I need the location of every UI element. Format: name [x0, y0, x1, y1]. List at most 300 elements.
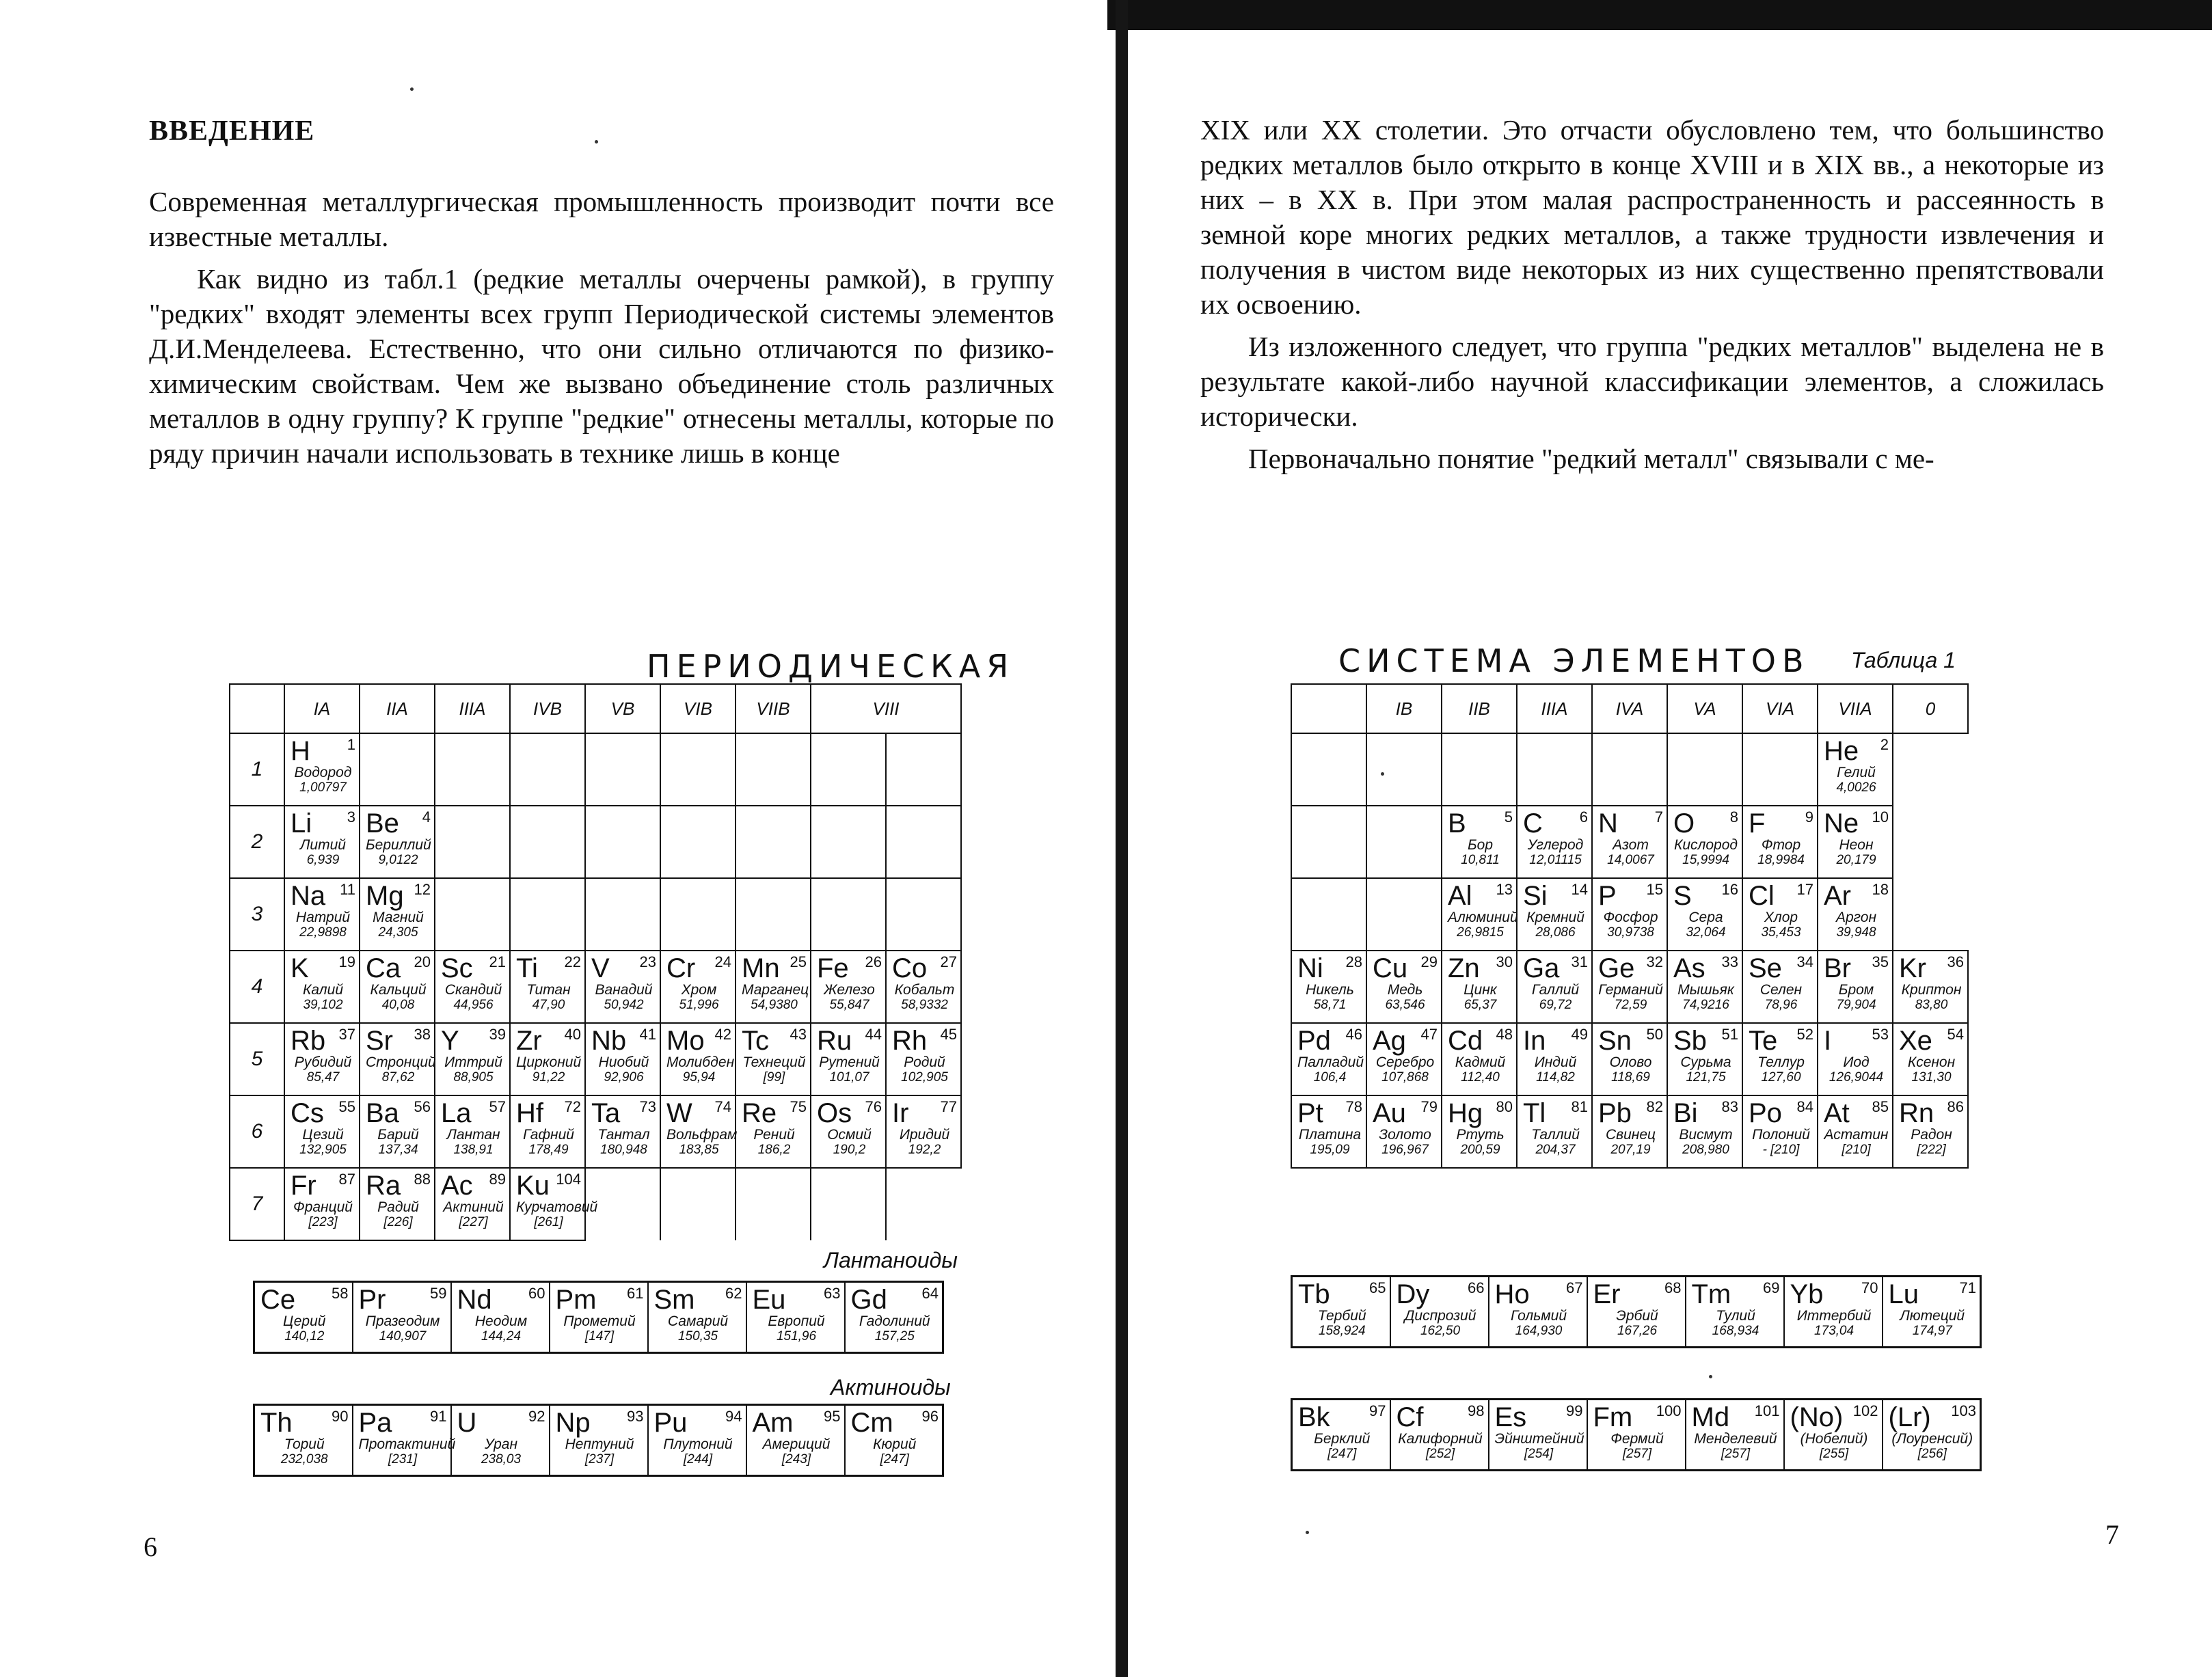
- atomic-number: 57: [489, 1098, 506, 1115]
- element-name: Водород: [294, 765, 352, 780]
- element-cell: [1818, 734, 1892, 795]
- element-name: Рутений: [819, 1054, 880, 1070]
- element-name: Америций: [762, 1436, 831, 1452]
- element-cell: [1367, 1096, 1441, 1157]
- table-header-row: [1291, 684, 1968, 733]
- atomic-mass: [257]: [1721, 1447, 1751, 1461]
- element-symbol: Re: [742, 1098, 777, 1128]
- atomic-number: 99: [1566, 1402, 1583, 1419]
- element-name: Хром: [681, 982, 717, 998]
- atomic-mass: 107,868: [1381, 1070, 1429, 1085]
- element-name: Технеций: [742, 1054, 806, 1070]
- table-cell: [1742, 1095, 1818, 1168]
- atomic-number: 44: [865, 1026, 882, 1043]
- element-cell: [550, 1283, 647, 1344]
- atomic-mass: 157,25: [874, 1329, 915, 1344]
- element-top-row: [817, 1099, 882, 1128]
- element-name: Висмут: [1679, 1127, 1733, 1143]
- element-symbol: Hf: [516, 1098, 543, 1128]
- group-header: IIB: [1442, 684, 1517, 733]
- atomic-mass: [247]: [880, 1452, 909, 1467]
- table-cell: [1442, 733, 1517, 806]
- atomic-number: 96: [921, 1408, 939, 1425]
- element-cell: [1818, 879, 1892, 940]
- table-cell: [1366, 878, 1442, 951]
- element-cell: [360, 879, 434, 940]
- table-cell: [1883, 1400, 1981, 1471]
- table-cell: [585, 1168, 660, 1240]
- element-symbol: Ac: [441, 1171, 473, 1201]
- table-cell: [1390, 1277, 1489, 1348]
- element-symbol: Sc: [441, 953, 473, 983]
- atomic-mass: 232,038: [280, 1452, 328, 1467]
- element-top-row: [366, 1099, 431, 1128]
- table-cell: [660, 1023, 736, 1095]
- element-symbol: Cd: [1448, 1026, 1483, 1056]
- element-name: Калифорний: [1398, 1431, 1483, 1447]
- element-cell: [550, 1406, 647, 1467]
- element-top-row: [1373, 954, 1438, 983]
- element-name: Кюрий: [873, 1436, 917, 1452]
- element-symbol: Te: [1749, 1026, 1778, 1056]
- element-top-row: [457, 1408, 545, 1437]
- atomic-number: 42: [714, 1026, 731, 1043]
- element-symbol: Th: [260, 1408, 293, 1438]
- atomic-number: 75: [790, 1098, 807, 1115]
- period-row: [1291, 1023, 1968, 1095]
- element-cell: [1518, 879, 1591, 940]
- element-name: Прометий: [563, 1313, 636, 1329]
- period-number: 2: [230, 806, 284, 878]
- element-cell: [435, 1024, 509, 1085]
- element-cell: [1292, 1024, 1366, 1085]
- element-top-row: [666, 1026, 731, 1055]
- element-cell: [1391, 1400, 1488, 1461]
- atomic-mass: [227]: [459, 1215, 488, 1229]
- element-cell: [1743, 1024, 1817, 1085]
- atomic-number: 61: [627, 1285, 644, 1302]
- table-cell: [1291, 951, 1366, 1023]
- atomic-mass: 138,91: [453, 1143, 494, 1157]
- element-cell: [285, 951, 359, 1012]
- element-name: Самарий: [667, 1313, 729, 1329]
- table-cell: [845, 1405, 943, 1476]
- element-name: Галлий: [1531, 982, 1580, 998]
- atomic-mass: 186,2: [757, 1143, 791, 1157]
- table-cell: [435, 1168, 510, 1240]
- table-cell: [1667, 1095, 1742, 1168]
- paragraph: Современная металлургическая промышленность производит почти все известные металлы.: [149, 186, 1054, 252]
- element-top-row: [291, 737, 355, 765]
- table-cell: [451, 1405, 550, 1476]
- element-symbol: Am: [752, 1408, 794, 1438]
- element-symbol: Tc: [742, 1026, 769, 1056]
- table-cell: [1489, 1400, 1587, 1471]
- element-cell: [747, 1406, 844, 1467]
- atomic-number: 31: [1571, 953, 1588, 970]
- atomic-mass: 35,453: [1761, 925, 1801, 940]
- element-top-row: [1692, 1403, 1780, 1432]
- element-cell: [360, 1024, 434, 1085]
- element-top-row: [291, 954, 355, 983]
- element-cell: [285, 879, 359, 940]
- atomic-number: 86: [1947, 1098, 1964, 1115]
- element-name: Никель: [1306, 982, 1354, 998]
- atomic-mass: [210]: [1842, 1143, 1871, 1157]
- element-name: Иридий: [899, 1127, 950, 1143]
- lanthanides-label: Лантаноиды: [824, 1248, 958, 1272]
- element-name: Марганец: [742, 982, 809, 998]
- element-top-row: [1824, 737, 1889, 765]
- element-cell: [1293, 1400, 1390, 1461]
- element-name: Стронций: [366, 1054, 436, 1070]
- element-name: Тантал: [597, 1127, 650, 1143]
- scan-speck: [410, 87, 414, 91]
- table-cell: [746, 1282, 845, 1353]
- element-name: Молибден: [666, 1054, 735, 1070]
- element-symbol: K: [291, 953, 309, 983]
- element-name: Гадолиний: [859, 1313, 930, 1329]
- element-name: Свинец: [1605, 1127, 1656, 1143]
- element-cell: [1818, 806, 1892, 867]
- element-top-row: [654, 1408, 742, 1437]
- element-symbol: Er: [1593, 1279, 1621, 1309]
- element-name: Селен: [1759, 982, 1803, 998]
- element-top-row: [742, 954, 807, 983]
- table-cell: [736, 733, 811, 806]
- table-cell: [1292, 1400, 1390, 1471]
- element-symbol: Si: [1523, 881, 1548, 911]
- atomic-mass: 85,47: [306, 1070, 340, 1085]
- table-cell: [811, 806, 886, 878]
- element-name: Тербий: [1317, 1308, 1366, 1324]
- atomic-number: 20: [414, 953, 431, 970]
- element-name: Радон: [1911, 1127, 1952, 1143]
- element-name: Кобальт: [894, 982, 955, 998]
- element-symbol: Fe: [817, 953, 849, 983]
- element-top-row: [1749, 1026, 1813, 1055]
- element-cell: [1293, 1277, 1390, 1338]
- element-name: Родий: [904, 1054, 945, 1070]
- atomic-mass: 174,97: [1912, 1324, 1952, 1338]
- table-cell: [585, 806, 660, 878]
- atomic-number: 101: [1754, 1402, 1780, 1419]
- series-row: [254, 1282, 943, 1353]
- element-top-row: [1824, 1099, 1889, 1128]
- atomic-number: 7: [1654, 808, 1663, 826]
- element-top-row: [1673, 1099, 1738, 1128]
- header-corner: [1291, 684, 1366, 733]
- atomic-number: 51: [1721, 1026, 1738, 1043]
- table-cell: [254, 1405, 353, 1476]
- element-cell: [1686, 1400, 1783, 1461]
- atomic-mass: 30,9738: [1607, 925, 1654, 940]
- atomic-number: 59: [430, 1285, 447, 1302]
- period-row: [1291, 806, 1968, 878]
- element-symbol: Tb: [1298, 1279, 1330, 1309]
- table-cell: [1587, 1400, 1686, 1471]
- atomic-mass: 87,62: [381, 1070, 415, 1085]
- table-cell: [1592, 951, 1667, 1023]
- table-cell: [886, 1168, 961, 1240]
- element-top-row: [291, 1026, 355, 1055]
- element-cell: [846, 1406, 943, 1467]
- element-cell: [1593, 1096, 1667, 1157]
- right-page: [1121, 0, 2212, 1677]
- table-cell: [585, 1023, 660, 1095]
- scan-speck: [595, 140, 598, 144]
- element-name: Титан: [526, 982, 571, 998]
- table-cell: [435, 806, 510, 878]
- element-name: Бром: [1838, 982, 1874, 998]
- period-number: 1: [230, 733, 284, 806]
- group-header: VIIB: [736, 684, 811, 733]
- element-cell: [255, 1406, 352, 1467]
- element-cell: [846, 1283, 943, 1344]
- element-cell: [1442, 1096, 1516, 1157]
- atomic-mass: 121,75: [1686, 1070, 1726, 1085]
- atomic-number: 60: [528, 1285, 545, 1302]
- atomic-number: 76: [865, 1098, 882, 1115]
- element-cell: [511, 1096, 584, 1157]
- table-cell: [284, 878, 360, 951]
- element-symbol: Cf: [1396, 1402, 1424, 1432]
- atomic-number: 38: [414, 1026, 431, 1043]
- group-header: IVA: [1592, 684, 1667, 733]
- element-name: Празеодим: [365, 1313, 440, 1329]
- element-cell: [511, 1169, 598, 1229]
- element-cell: [360, 1096, 434, 1157]
- atomic-mass: 196,967: [1381, 1143, 1429, 1157]
- table-cell: [1517, 878, 1592, 951]
- atomic-mass: [257]: [1622, 1447, 1652, 1461]
- element-symbol: P: [1598, 881, 1617, 911]
- element-symbol: F: [1749, 808, 1766, 838]
- table-cell: [746, 1405, 845, 1476]
- element-symbol: Pb: [1598, 1098, 1632, 1128]
- atomic-mass: [243]: [781, 1452, 811, 1467]
- atomic-number: 32: [1646, 953, 1663, 970]
- atomic-number: 28: [1345, 953, 1362, 970]
- table-cell: [1291, 878, 1366, 951]
- element-cell: [511, 951, 584, 1012]
- element-cell: [1489, 1400, 1587, 1461]
- group-header: VIA: [1742, 684, 1818, 733]
- table-cell: [811, 1095, 886, 1168]
- atomic-mass: 83,80: [1915, 998, 1948, 1012]
- element-top-row: [1448, 1099, 1513, 1128]
- page-number: 7: [2105, 1519, 2119, 1550]
- element-name: Бериллий: [366, 837, 431, 853]
- atomic-number: 8: [1729, 808, 1738, 826]
- table-cell: [1592, 878, 1667, 951]
- period-row: [230, 1023, 961, 1095]
- element-name: Радий: [377, 1199, 419, 1215]
- table-cell: [1517, 806, 1592, 878]
- table-cell: [1893, 1095, 1968, 1168]
- element-name: Литий: [300, 837, 346, 853]
- atomic-mass: [223]: [308, 1215, 338, 1229]
- table-cell: [845, 1282, 943, 1353]
- element-name: Европий: [768, 1313, 825, 1329]
- element-name: Фермий: [1610, 1431, 1664, 1447]
- atomic-mass: 20,179: [1836, 853, 1876, 867]
- atomic-mass: 167,26: [1617, 1324, 1658, 1338]
- element-top-row: [1692, 1280, 1780, 1309]
- element-top-row: [1749, 954, 1813, 983]
- table-cell: [1587, 1277, 1686, 1348]
- atomic-mass: 10,811: [1461, 853, 1500, 867]
- element-cell: [1518, 951, 1591, 1012]
- element-top-row: [851, 1408, 939, 1437]
- element-cell: [1442, 951, 1516, 1012]
- atomic-mass: 6,939: [306, 853, 340, 867]
- element-name: Аргон: [1835, 910, 1877, 925]
- table-cell: [1517, 951, 1592, 1023]
- atomic-mass: [147]: [584, 1329, 615, 1344]
- element-top-row: [666, 954, 731, 983]
- table-cell: [1442, 878, 1517, 951]
- period-number: 5: [230, 1023, 284, 1095]
- atomic-number: 26: [865, 953, 882, 970]
- period-row: [230, 733, 961, 806]
- table-cell: [736, 1023, 811, 1095]
- table-title-right: СИСТЕМА ЭЛЕМЕНТОВ: [1338, 642, 1810, 679]
- period-row: [1291, 878, 1968, 951]
- element-name: Протактиний: [358, 1436, 456, 1452]
- table-header-row: [230, 684, 961, 733]
- element-top-row: [366, 809, 431, 838]
- table-cell: [585, 733, 660, 806]
- atomic-mass: [222]: [1917, 1143, 1946, 1157]
- atomic-number: 89: [489, 1171, 506, 1188]
- element-top-row: [1598, 809, 1663, 838]
- element-top-row: [1598, 954, 1663, 983]
- element-name: Платина: [1298, 1127, 1362, 1143]
- atomic-number: 19: [338, 953, 355, 970]
- element-top-row: [516, 954, 581, 983]
- element-cell: [1668, 951, 1742, 1012]
- element-cell: [1668, 1024, 1742, 1085]
- element-cell: [1518, 1024, 1591, 1085]
- element-top-row: [817, 954, 882, 983]
- element-name: Бор: [1467, 837, 1494, 853]
- element-symbol: At: [1824, 1098, 1850, 1128]
- atomic-mass: [256]: [1917, 1447, 1947, 1461]
- atomic-mass: 69,72: [1539, 998, 1572, 1012]
- element-top-row: [591, 1099, 656, 1128]
- element-top-row: [1598, 1099, 1663, 1128]
- scan-speck: [1381, 772, 1384, 776]
- element-name: Алюминий: [1448, 910, 1518, 925]
- element-symbol: Fr: [291, 1171, 316, 1201]
- atomic-number: 72: [564, 1098, 581, 1115]
- table-cell: [510, 1095, 585, 1168]
- element-top-row: [1673, 882, 1738, 910]
- table-cell: [353, 1282, 451, 1353]
- element-symbol: Dy: [1396, 1279, 1430, 1309]
- atomic-number: 64: [921, 1285, 939, 1302]
- atomic-number: 78: [1345, 1098, 1362, 1115]
- table-cell: [550, 1405, 648, 1476]
- element-top-row: [1749, 809, 1813, 838]
- element-symbol: Ku: [516, 1171, 550, 1201]
- table-cell: [1291, 1095, 1366, 1168]
- atomic-number: 12: [414, 881, 431, 898]
- element-name: Плутоний: [663, 1436, 733, 1452]
- table-cell: [1818, 1023, 1893, 1095]
- atomic-mass: 95,94: [682, 1070, 716, 1085]
- element-cell: [452, 1283, 549, 1344]
- element-symbol: Ag: [1373, 1026, 1406, 1056]
- element-symbol: Np: [555, 1408, 591, 1438]
- table-cell: [510, 733, 585, 806]
- table-cell: [1366, 733, 1442, 806]
- table-cell: [1883, 1277, 1981, 1348]
- atomic-mass: 204,37: [1535, 1143, 1576, 1157]
- atomic-mass: 91,22: [532, 1070, 565, 1085]
- atomic-number: 100: [1656, 1402, 1682, 1419]
- element-name: Рубидий: [294, 1054, 352, 1070]
- element-symbol: Mg: [366, 881, 404, 911]
- table-cell: [1291, 733, 1366, 806]
- element-symbol: Pa: [358, 1408, 392, 1438]
- element-symbol: Nd: [457, 1285, 492, 1315]
- element-top-row: [260, 1408, 349, 1437]
- atomic-mass: 118,69: [1611, 1070, 1650, 1085]
- element-symbol: Pu: [653, 1408, 688, 1438]
- table-cell: [1893, 1023, 1968, 1095]
- atomic-number: 62: [725, 1285, 742, 1302]
- element-top-row: [1593, 1280, 1682, 1309]
- element-symbol: Ti: [516, 953, 538, 983]
- element-name: Рений: [753, 1127, 795, 1143]
- group-header: IVB: [510, 684, 585, 733]
- table-cell: [284, 733, 360, 806]
- table-cell: [360, 1168, 435, 1240]
- atomic-number: 94: [725, 1408, 742, 1425]
- table-cell: [736, 1168, 811, 1240]
- element-cell: [1442, 806, 1516, 867]
- atomic-number: 92: [528, 1408, 545, 1425]
- element-top-row: [260, 1285, 349, 1314]
- atomic-mass: 112,40: [1461, 1070, 1500, 1085]
- atomic-number: 74: [714, 1098, 731, 1115]
- element-cell: [1743, 879, 1817, 940]
- element-top-row: [892, 954, 957, 983]
- table-cell: [510, 878, 585, 951]
- table-cell: [1667, 878, 1742, 951]
- element-top-row: [591, 1026, 656, 1055]
- paragraph: Из изложенного следует, что группа "редких металлов" выделена не в результате какой-либо научной классификации элементов, а сложилась исторически.: [1200, 331, 2104, 432]
- table-cell: [886, 1023, 961, 1095]
- element-symbol: Pt: [1297, 1098, 1323, 1128]
- atomic-mass: 44,956: [453, 998, 494, 1012]
- element-symbol: Pd: [1297, 1026, 1331, 1056]
- element-symbol: Rh: [892, 1026, 928, 1056]
- element-symbol: Pr: [358, 1285, 386, 1315]
- group-header: IIA: [360, 684, 435, 733]
- element-symbol: Ba: [366, 1098, 399, 1128]
- element-top-row: [1824, 1026, 1889, 1055]
- table-cell: [1489, 1277, 1587, 1348]
- element-cell: [1893, 951, 1967, 1012]
- element-top-row: [366, 882, 431, 910]
- element-top-row: [556, 1408, 644, 1437]
- element-top-row: [1889, 1280, 1977, 1309]
- element-cell: [353, 1406, 456, 1467]
- atomic-number: 55: [338, 1098, 355, 1115]
